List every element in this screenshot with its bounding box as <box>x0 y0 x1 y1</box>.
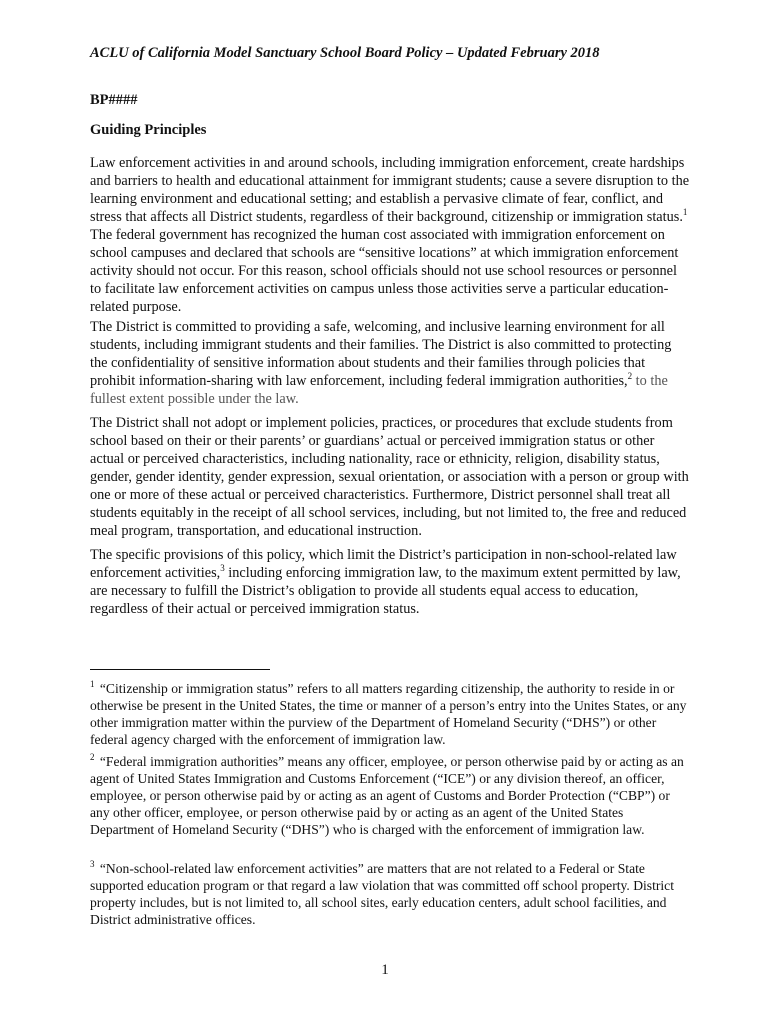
footnote-3-text: “Non-school-related law enforcement activities” are matters that are not related to a Federal or State supported education program or that regard a law violation that was committed off school property. District property includes, but is not limited to, all school sites, early education centers, adult school facilities, and District administrative offices. <box>90 861 674 927</box>
paragraph-2 <box>90 318 690 408</box>
policy-code: BP#### <box>90 92 138 108</box>
footnote-1 <box>90 680 690 748</box>
paragraph-3-text: The District shall not adopt or implement policies, practices, or procedures that exclude students from school based on their or their parents’ or guardians’ actual or perceived immigration status or other actual or perceived characteristics, including nationality, race or ethnicity, religion, disability status, gender, gender identity, gender expression, sexual orientation, or association with a person or group with one or more of these actual or perceived characteristics. Furthermore, District personnel shall treat all students equitably in the receipt of all school services, including, but not limited to, the free and reduced meal program, transportation, and educational instruction. <box>90 415 689 539</box>
paragraph-2-text-continued: to the fullest extent possible under the law. <box>90 373 668 407</box>
paragraph-1 <box>90 154 690 316</box>
footnote-ref-1[interactable]: 1 <box>682 207 688 218</box>
paragraph-3 <box>90 414 690 540</box>
paragraph-2-text: The District is committed to providing a safe, welcoming, and inclusive learning environment for all students, including immigrant students and their families. The District is also committed to protecting the confidentiality of sensitive information about students and their families through policies that prohibit information-sharing with law enforcement, including federal immigration authorities, <box>90 319 672 389</box>
footnote-2-mark: 2 <box>90 752 95 763</box>
footnote-1-mark: 1 <box>90 679 95 690</box>
footnote-2-text: “Federal immigration authorities” means any officer, employee, or person otherwise paid by or acting as an agent of United States Immigration and Customs Enforcement (“ICE”) or any division thereof, an officer, employee, or person otherwise paid by or acting as an agent of Customs and Border Protection (“CBP”) or any other officer, employee, or person otherwise paid by or acting as an agent of the United States Department of Homeland Security (“DHS”) who is charged with the enforcement of immigration law. <box>90 754 684 837</box>
page-number: 1 <box>381 962 389 978</box>
document-header-title: ACLU of California Model Sanctuary School Board Policy – Updated February 2018 <box>90 45 600 61</box>
footnote-ref-2[interactable]: 2 <box>627 371 633 382</box>
footnote-ref-3[interactable]: 3 <box>220 563 225 574</box>
footnote-3-mark: 3 <box>90 859 95 870</box>
footnote-separator <box>90 669 270 670</box>
paragraph-1-text: Law enforcement activities in and around schools, including immigration enforcement, create hardships and barriers to health and educational attainment for immigrant students; cause a severe disruption to the learning environment and educational setting; and establish a pervasive climate of fear, conflict, and stress that affects all District students, regardless of their background, citizenship or immigration status. <box>90 155 690 225</box>
footnote-1-text: “Citizenship or immigration status” refers to all matters regarding citizenship, the authority to reside in or otherwise be present in the United States, the time or manner of a person’s entry into the Unites States, or any other immigration matter within the purview of the Department of Homeland Security (“DHS”) or other federal agency charged with the enforcement of immigration law. <box>90 681 687 747</box>
section-heading: Guiding Principles <box>90 122 207 138</box>
paragraph-4 <box>90 546 690 618</box>
paragraph-4-text-continued: including enforcing immigration law, to the maximum extent permitted by law, are necessary to fulfill the District’s obligation to provide all students equal access to education, regardless of their actual or perceived immigration status. <box>90 565 681 617</box>
paragraph-4-text: The specific provisions of this policy, which limit the District’s participation in non-school-related law enforcement activities, <box>90 547 677 581</box>
footnote-2 <box>90 753 690 838</box>
paragraph-1-text-continued: The federal government has recognized the human cost associated with immigration enforcement on school campuses and declared that schools are “sensitive locations” at which immigration enforcement activity should not occur. For this reason, school officials should not use school resources or personnel to facilitate law enforcement activities on campus unless those activities serve a particular education-related purpose. <box>90 227 679 315</box>
footnote-3 <box>90 860 690 928</box>
